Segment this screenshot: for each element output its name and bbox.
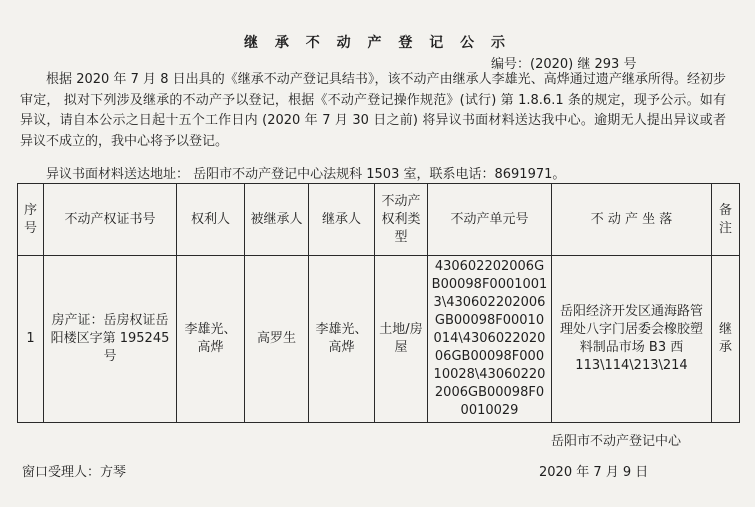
issuer-signature: 岳阳市不动产登记中心: [551, 434, 682, 449]
notice-paragraph: 根据 2020 年 7 月 8 日出具的《继承不动产登记具结书》，该不动产由继承人李雄光、高烨通过遗产继承所得。经初步审定， 拟对下列涉及继承的不动产予以登记，根据《不动产登记操作规范》(试行) 第 1.8.6.1 条的规定，现予公示。如有异议，请自本公示之日起十五个工作日内 (2020 年 7 月 30 日之前) 将异议书面材料送达我中心。逾期无人提出异议或者异议不成立的，我中心将予以登记。: [20, 72, 726, 149]
header-deceased: 被继承人: [245, 184, 309, 256]
table-header-row: [18, 184, 740, 256]
header-location: 不 动 产 坐 落: [552, 184, 712, 256]
cell-right-type: 土地/房屋: [375, 256, 428, 423]
header-right-type: 不动产权利类型: [375, 184, 428, 256]
cell-location: 岳阳经济开发区通海路管理处八字门居委会橡胶塑料制品市场 B3 西113\114\213\214: [552, 256, 712, 423]
window-clerk: 窗口受理人：方琴: [22, 465, 127, 480]
header-seq: 序号: [18, 184, 44, 256]
cell-unit-number: 430602202006GB00098F00010013\430602202006GB00098F00010014\430602202006GB00098F00010028\430602202006GB00098F00010029: [428, 256, 552, 423]
cell-seq: 1: [18, 256, 44, 423]
table-row: [18, 256, 740, 423]
cell-heir: 李雄光、高烨: [309, 256, 375, 423]
notice-title: 继 承 不 动 产 登 记 公 示: [244, 35, 511, 51]
cell-remark: 继承: [712, 256, 740, 423]
cell-deceased: 高罗生: [245, 256, 309, 423]
cell-owner: 李雄光、高烨: [177, 256, 245, 423]
header-cert: 不动产权证书号: [44, 184, 177, 256]
header-owner: 权利人: [177, 184, 245, 256]
property-table: [17, 183, 740, 423]
objection-address: 异议书面材料送达地址： 岳阳市不动产登记中心法规科 1503 室，联系电话：8691971。: [46, 167, 566, 182]
header-unit-number: 不动产单元号: [428, 184, 552, 256]
header-remark: 备注: [712, 184, 740, 256]
issue-date: 2020 年 7 月 9 日: [539, 465, 649, 480]
header-heir: 继承人: [309, 184, 375, 256]
document-number: 编号：(2020) 继 293 号: [491, 57, 637, 72]
cell-cert: 房产证：岳房权证岳阳楼区字第 195245 号: [44, 256, 177, 423]
